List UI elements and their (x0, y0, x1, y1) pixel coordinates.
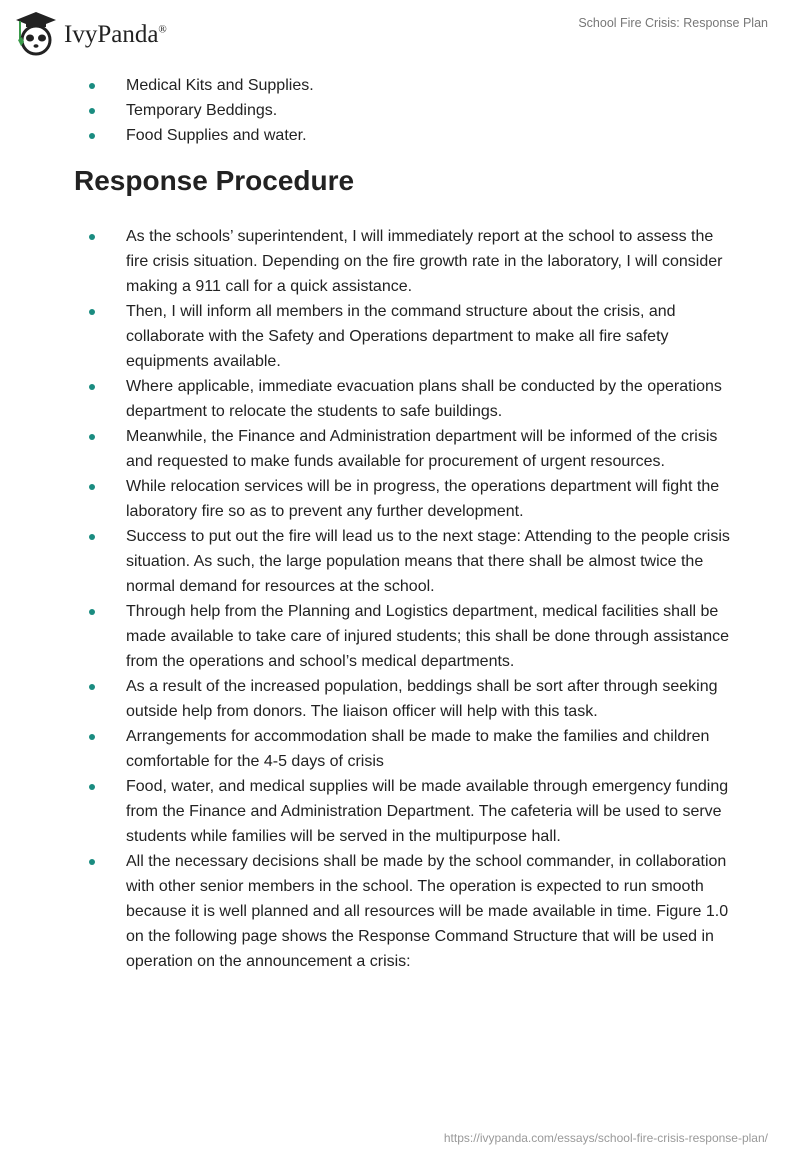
list-item-text: Success to put out the fire will lead us to the next stage: Attending to the people crisis situation. As such, the large population means that there shall be almost twice the normal demand for resources at the school. (126, 528, 730, 595)
list-item (0, 724, 800, 774)
list-item (0, 774, 800, 849)
list-item (0, 674, 800, 724)
procedure-list (0, 224, 800, 974)
list-item-text: Meanwhile, the Finance and Administration department will be informed of the crisis and requested to make funds available for procurement of urgent resources. (126, 428, 718, 470)
list-item (0, 299, 800, 374)
bullet-icon (89, 83, 95, 89)
list-item (0, 73, 800, 98)
ivypanda-logo[interactable] (14, 10, 167, 56)
list-item-text: Food, water, and medical supplies will be made available through emergency funding from the Finance and Administration Department. The cafeteria will be used to serve students while families will be served in the multipurpose hall. (126, 778, 729, 845)
bullet-icon (89, 309, 95, 315)
bullet-icon (89, 133, 95, 139)
list-item-text: All the necessary decisions shall be made by the school commander, in collaboration with other senior members in the school. The operation is expected to run smooth because it is well planned and all resources will be made available in time. Figure 1.0 on the following page shows the Response Command Structure that will be used in operation on the announcement a crisis: (126, 853, 729, 970)
list-item-text: As a result of the increased population, beddings shall be sort after through seeking outside help from donors. The liaison officer will help with this task. (126, 678, 718, 720)
document-title: School Fire Crisis: Response Plan (578, 16, 768, 30)
list-item (0, 374, 800, 424)
list-item-text: While relocation services will be in progress, the operations department will fight the laboratory fire so as to prevent any further development. (126, 478, 720, 520)
list-item-text: As the schools’ superintendent, I will immediately report at the school to assess the fire crisis situation. Depending on the fire growth rate in the laboratory, I will consider making a 911 call for a quick assistance. (126, 228, 723, 295)
bullet-icon (89, 609, 95, 615)
bullet-icon (89, 534, 95, 540)
list-item (0, 599, 800, 674)
list-item-text: Temporary Beddings. (126, 102, 278, 119)
list-item (0, 123, 800, 148)
list-item (0, 524, 800, 599)
list-item (0, 98, 800, 123)
supplies-list (0, 73, 800, 148)
list-item (0, 424, 800, 474)
list-item (0, 224, 800, 299)
bullet-icon (89, 734, 95, 740)
list-item (0, 849, 800, 974)
list-item-text: Medical Kits and Supplies. (126, 77, 314, 94)
list-item-text: Through help from the Planning and Logistics department, medical facilities shall be made available to take care of injured students; this shall be done through assistance from the operations and school’s medical departments. (126, 603, 730, 670)
bullet-icon (89, 384, 95, 390)
list-item-text: Then, I will inform all members in the command structure about the crisis, and collaborate with the Safety and Operations department to make all fire safety equipments available. (126, 303, 676, 370)
bullet-icon (89, 108, 95, 114)
section-heading: Response Procedure (74, 165, 355, 196)
bullet-icon (89, 434, 95, 440)
bullet-icon (89, 234, 95, 240)
bullet-icon (89, 484, 95, 490)
list-item-text: Where applicable, immediate evacuation plans shall be conducted by the operations department to relocate the students to safe buildings. (126, 378, 722, 420)
logo-text: IvyPanda® (64, 21, 167, 48)
list-item-text: Food Supplies and water. (126, 127, 307, 144)
list-item (0, 474, 800, 524)
list-item-text: Arrangements for accommodation shall be made to make the families and children comfortable for the 4-5 days of crisis (126, 728, 710, 770)
source-url[interactable]: https://ivypanda.com/essays/school-fire-crisis-response-plan/ (443, 1131, 768, 1145)
panda-graduate-icon (14, 10, 58, 56)
bullet-icon (89, 859, 95, 865)
bullet-icon (89, 784, 95, 790)
bullet-icon (89, 684, 95, 690)
